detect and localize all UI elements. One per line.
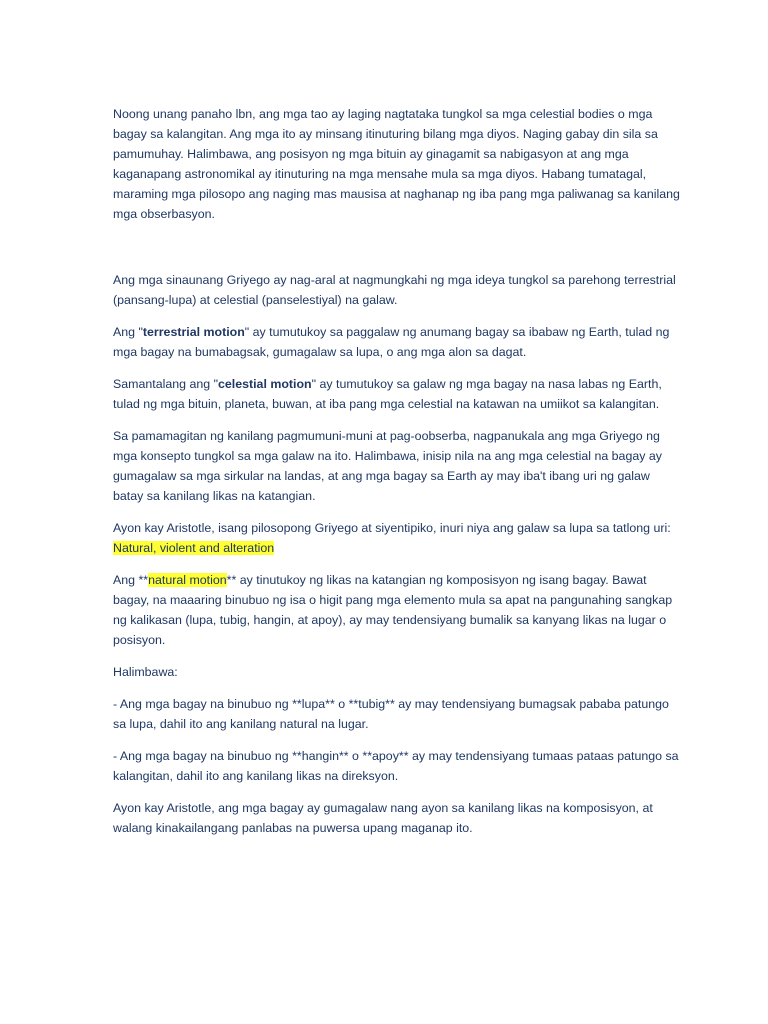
terrestrial-prefix: Ang " — [113, 325, 143, 339]
natural-motion-paragraph — [113, 570, 683, 650]
terrestrial-paragraph — [113, 322, 683, 362]
terrestrial-definition: " ay tumutukoy sa paggalaw ng anumang bagay sa ibabaw ng Earth, tulad ng mga bagay na bumabagsak, gumagalaw sa lupa, o ang mga alon sa dagat. — [113, 325, 670, 359]
concepts-paragraph: Sa pamamagitan ng kanilang pagmumuni-muni at pag-oobserba, nagpanukala ang mga Griyego ng mga konsepto tungkol sa mga galaw na ito. Halimbawa, inisip nila na ang mga celestial na bagay ay gumagalaw sa mga sirkular na landas, at ang mga bagay sa Earth ay may iba't ibang uri ng galaw batay sa kanilang likas na katangian. — [113, 429, 662, 503]
celestial-paragraph — [113, 374, 683, 414]
greeks-paragraph: Ang mga sinaunang Griyego ay nag-aral at nagmungkahi ng mga ideya tungkol sa parehong terrestrial (pansang-lupa) at celestial (panselestiyal) na galaw. — [113, 273, 676, 307]
celestial-prefix: Samantalang ang " — [113, 377, 218, 391]
example-earth-water: - Ang mga bagay na binubuo ng **lupa** o **tubig** ay may tendensiyang bumagsak pababa patungo sa lupa, dahil ito ang kanilang natural na lugar. — [113, 697, 669, 731]
celestial-definition: " ay tumutukoy sa galaw ng mga bagay na nasa labas ng Earth, tulad ng mga bituin, planeta, buwan, at iba pang mga celestial na katawan na umiikot sa kalangitan. — [113, 377, 662, 411]
conclusion-paragraph: Ayon kay Aristotle, ang mga bagay ay gumagalaw nang ayon sa kanilang likas na komposisyon, at walang kinakailangang panlabas na puwersa upang maganap ito. — [113, 801, 653, 835]
example-air-fire: - Ang mga bagay na binubuo ng **hangin** o **apoy** ay may tendensiyang tumaas pataas patungo sa kalangitan, dahil ito ang kanilang likas na direksyon. — [113, 749, 679, 783]
aristotle-text: Ayon kay Aristotle, isang pilosopong Griyego at siyentipiko, inuri niya ang galaw sa lupa sa tatlong uri: — [113, 521, 671, 535]
halimbawa-label: Halimbawa: — [113, 665, 178, 679]
celestial-term: celestial motion — [217, 377, 312, 391]
motion-types-highlight: Natural, violent and alteration — [113, 541, 275, 555]
natural-definition: ** ay tinutukoy ng likas na katangian ng komposisyon ng isang bagay. Bawat bagay, na maaaring binubuo ng isa o higit pang mga elemento mula sa apat na pangunahing sangkap ng kalikasan (lupa, tubig, hangin, at apoy), ay may tendensiyang bumalik sa kanyang likas na lugar o posisyon. — [113, 573, 673, 647]
natural-prefix: Ang ** — [113, 573, 149, 587]
aristotle-paragraph — [113, 518, 683, 558]
terrestrial-term: terrestrial motion — [142, 325, 245, 339]
document-page — [113, 104, 683, 838]
natural-motion-highlight: natural motion — [148, 573, 227, 587]
intro-paragraph: Noong unang panaho lbn, ang mga tao ay laging nagtataka tungkol sa mga celestial bodies o mga bagay sa kalangitan. Ang mga ito ay minsang itinuturing bilang mga diyos. Naging gabay din sila sa pamumuhay. Halimbawa, ang posisyon ng mga bituin ay ginagamit sa nabigasyon at ang mga kaganapang astronomikal ay itinuturing na mga mensahe mula sa mga diyos. Habang tumatagal, maraming mga pilosopo ang naging mas mausisa at naghanap ng iba pang mga paliwanag sa kanilang mga obserbasyon. — [113, 107, 680, 221]
